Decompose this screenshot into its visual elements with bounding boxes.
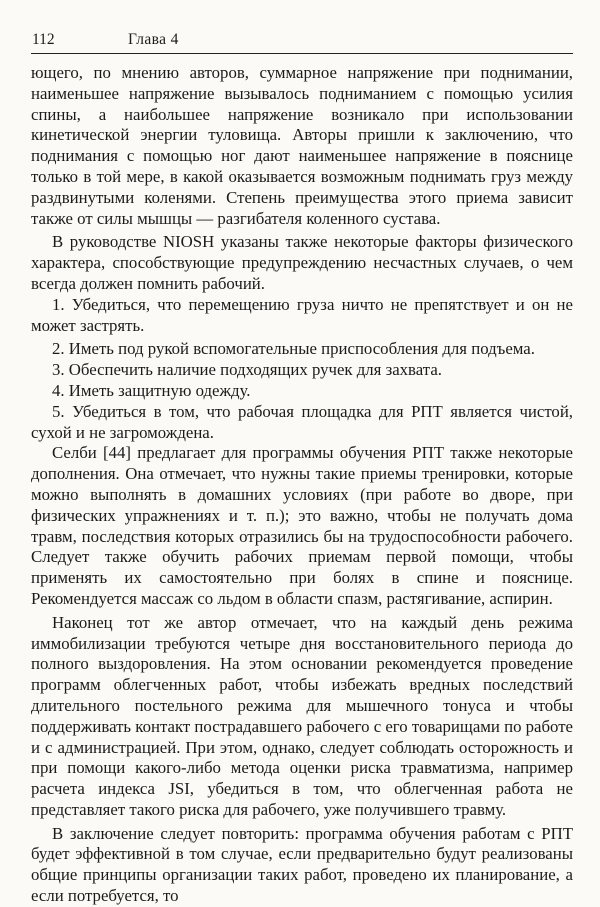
paragraph-conclusion: В заключение следует повторить: программа обучения работам с РПТ будет эффективной в том случае, если предварительно будут реализованы общие принципы организации таких работ, проведено их планирование, а если потребуется, то bbox=[31, 823, 573, 906]
paragraph-selby: Селби [44] предлагает для программы обучения РПТ также некоторые дополнения. Она отмечает, что нужны такие приемы тренировки, которые можно выполнять в домашних условиях (при работе во дворе, при физических упражнениях и т. п.); это важно, чтобы не получать дома травм, последствия которых отразились бы на трудоспособности рабочего. Следует также обучить рабочих приемам первой помощи, чтобы применять их самостоятельно при болях в спине и пояснице. Рекомендуется массаж со льдом в области спазм, растягивание, аспирин. bbox=[31, 443, 573, 608]
list-item-1: 1. Убедиться, что перемещению груза ничто не препятствует и он не может застрять. bbox=[31, 294, 573, 335]
paragraph-continuation: ющего, по мнению авторов, суммарное напряжение при поднимании, наименьшее напряжение вызывалось подниманием с помощью усилия спины, а наибольшее напряжение возникало при использовании кинетической энергии туловища. Авторы пришли к заключению, что поднимания с помощью ног дают наименьшее напряжение в пояснице только в той мере, в какой оказывается возможным поднимать груз между раздвинутыми коленями. Степень преимущества этого приема зависит также от силы мышцы — разгибателя коленного сустава. bbox=[31, 63, 573, 228]
page-number: 112 bbox=[32, 31, 55, 48]
body-text bbox=[31, 63, 573, 907]
list-item-2: 2. Иметь под рукой вспомогательные приспособления для подъема. bbox=[52, 339, 535, 359]
paragraph-immobilization: Наконец тот же автор отмечает, что на каждый день режима иммобилизации требуются четыре дня восстановительного периода до полного выздоровления. На этом основании рекомендуется проведение программ облегченных работ, чтобы избежать вредных последствий длительного постельного режима для мышечного тонуса и чтобы поддерживать контакт пострадавшего рабочего с его товарищами по работе и с администрацией. При этом, однако, следует соблюдать осторожность и при помощи какого-либо метода оценки риска травматизма, например расчета индекса JSI, убедиться в том, что облегченная работа не представляет такого риска для рабочего, уже получившего травму. bbox=[31, 612, 573, 819]
chapter-title: Глава 4 bbox=[128, 31, 179, 48]
list-item-5: 5. Убедиться в том, что рабочая площадка для РПТ является чистой, сухой и не загромождена. bbox=[31, 401, 573, 442]
paragraph-niosh: В руководстве NIOSH указаны также некоторые факторы физического характера, способствующие предупреждению несчастных случаев, о чем всегда должен помнить рабочий. bbox=[31, 232, 573, 293]
running-header bbox=[31, 29, 573, 54]
list-item-4: 4. Иметь защитную одежду. bbox=[52, 380, 251, 400]
list-item-3: 3. Обеспечить наличие подходящих ручек для захвата. bbox=[52, 360, 442, 380]
